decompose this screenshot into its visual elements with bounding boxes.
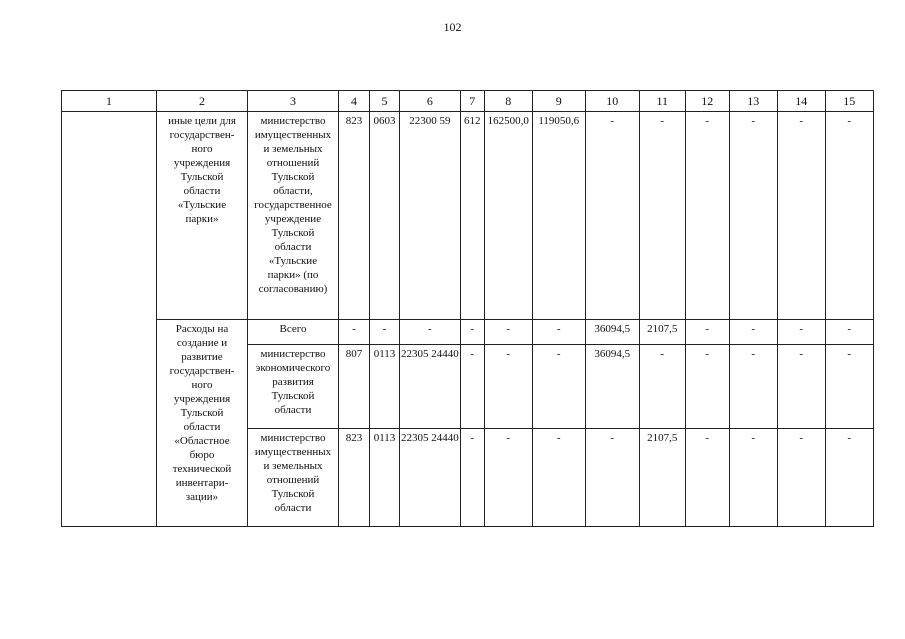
cell-c7: - xyxy=(460,429,484,527)
cell-c15: - xyxy=(825,429,873,527)
cell-c10: 36094,5 xyxy=(585,345,639,429)
empty-cell xyxy=(62,112,157,527)
column-header: 12 xyxy=(685,91,729,112)
cell-c14: - xyxy=(777,429,825,527)
column-header: 5 xyxy=(370,91,400,112)
cell-c10: 36094,5 xyxy=(585,320,639,345)
cell-c5: 0603 xyxy=(370,112,400,320)
page-number: 102 xyxy=(443,20,462,34)
purpose-cell: Расходы на создание и развитие государствен- ного учреждения Тульской области «Областное бюро технической инвентари- зации» xyxy=(157,320,248,527)
cell-c13: - xyxy=(729,112,777,320)
cell-c12: - xyxy=(685,320,729,345)
cell-c7: 612 xyxy=(460,112,484,320)
executor-cell: министерство экономического развития Тульской области xyxy=(248,345,339,429)
table-row xyxy=(62,320,874,345)
cell-c12: - xyxy=(685,429,729,527)
executor-cell: министерство имущественных и земельных отношений Тульской области xyxy=(248,429,339,527)
cell-c13: - xyxy=(729,345,777,429)
cell-c13: - xyxy=(729,320,777,345)
budget-table xyxy=(61,90,874,527)
cell-c15: - xyxy=(825,345,873,429)
cell-c9: 119050,6 xyxy=(532,112,585,320)
cell-c4: 823 xyxy=(339,429,370,527)
cell-c12: - xyxy=(685,112,729,320)
executor-cell: Всего xyxy=(248,320,339,345)
cell-c4: 823 xyxy=(339,112,370,320)
column-header: 13 xyxy=(729,91,777,112)
cell-c9: - xyxy=(532,345,585,429)
cell-c6: 22300 59 xyxy=(400,112,461,320)
executor-cell: министерство имущественных и земельных отношений Тульской области, государственное учреждение Тульской области «Тульские парки» (по согласованию) xyxy=(248,112,339,320)
cell-c11: 2107,5 xyxy=(639,429,685,527)
cell-c6: - xyxy=(400,320,461,345)
cell-c11: - xyxy=(639,345,685,429)
column-header: 8 xyxy=(484,91,532,112)
column-header: 6 xyxy=(400,91,461,112)
column-header: 11 xyxy=(639,91,685,112)
cell-c12: - xyxy=(685,345,729,429)
column-header: 2 xyxy=(157,91,248,112)
cell-c15: - xyxy=(825,112,873,320)
cell-c5: - xyxy=(370,320,400,345)
cell-c14: - xyxy=(777,112,825,320)
column-number-row xyxy=(62,91,874,112)
column-header: 3 xyxy=(248,91,339,112)
cell-c11: 2107,5 xyxy=(639,320,685,345)
purpose-cell: иные цели для государствен- ного учреждения Тульской области «Тульские парки» xyxy=(157,112,248,320)
column-header: 10 xyxy=(585,91,639,112)
cell-c5: 0113 xyxy=(370,429,400,527)
cell-c10: - xyxy=(585,429,639,527)
cell-c6: 22305 24440 xyxy=(400,429,461,527)
cell-c4: - xyxy=(339,320,370,345)
cell-c13: - xyxy=(729,429,777,527)
cell-c14: - xyxy=(777,320,825,345)
column-header: 4 xyxy=(339,91,370,112)
cell-c14: - xyxy=(777,345,825,429)
table-row xyxy=(62,112,874,320)
cell-c6: 22305 24440 xyxy=(400,345,461,429)
column-header: 7 xyxy=(460,91,484,112)
cell-c11: - xyxy=(639,112,685,320)
cell-c7: - xyxy=(460,345,484,429)
cell-c7: - xyxy=(460,320,484,345)
cell-c5: 0113 xyxy=(370,345,400,429)
cell-c8: - xyxy=(484,320,532,345)
cell-c4: 807 xyxy=(339,345,370,429)
column-header: 15 xyxy=(825,91,873,112)
column-header: 14 xyxy=(777,91,825,112)
cell-c10: - xyxy=(585,112,639,320)
cell-c15: - xyxy=(825,320,873,345)
cell-c9: - xyxy=(532,320,585,345)
cell-c8: 162500,0 xyxy=(484,112,532,320)
column-header: 9 xyxy=(532,91,585,112)
cell-c9: - xyxy=(532,429,585,527)
cell-c8: - xyxy=(484,429,532,527)
column-header: 1 xyxy=(62,91,157,112)
cell-c8: - xyxy=(484,345,532,429)
